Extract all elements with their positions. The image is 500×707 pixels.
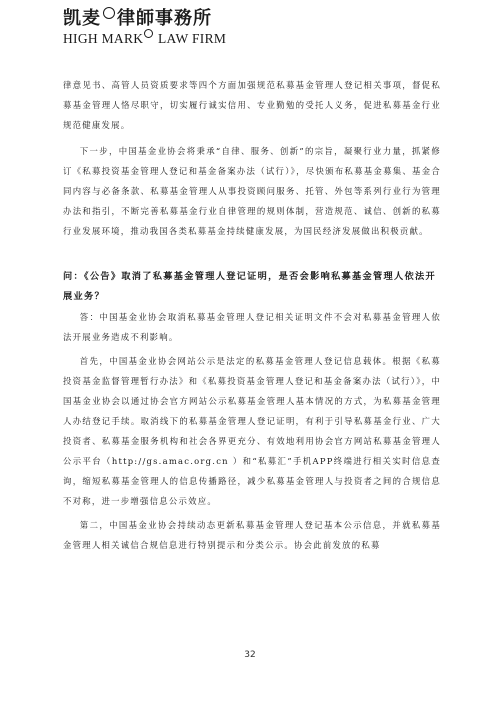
firm-logo-small-icon xyxy=(144,29,153,38)
firm-name-en xyxy=(63,31,226,47)
firm-name-en-left: HIGH MARK xyxy=(63,31,144,46)
firm-name-cn-left: 凯麦 xyxy=(63,8,101,29)
paragraph-continued: 律意见书、高管人员资质要求等四个方面加强规范私募基金管理人登记相关事项，督促私募基金管理人恪尽职守，切实履行诚实信用、专业勤勉的受托人义务，促进私募基金行业规范健康发展。 xyxy=(63,80,441,130)
paragraph-answer: 答：中国基金业协会取消私募基金管理人登记相关证明文件不会对私募基金管理人依法开展业务造成不利影响。 xyxy=(63,312,441,342)
firm-name-cn xyxy=(63,8,226,30)
firm-logo-mark-icon xyxy=(103,7,115,19)
firm-name-cn-right: 律師事務所 xyxy=(117,8,212,29)
paragraph-first-point: 首先，中国基金业协会网站公示是法定的私募基金管理人登记信息载体。根据《私募投资基金监督管理暂行办法》和《私募投资基金管理人登记和基金备案办法（试行）》，中国基金业协会以通过协会官方网站公示私募基金管理人基本情况的方式，为私募基金管理人办结登记手续。取消线下的私募基金管理人登记证明，有利于引导私募基金行业、广大投资者、私募基金服务机构和社会各界更充分、有效地利用协会官方网站私募基金管理人公示平台（http://gs.amac.org.cn ）和“私募汇”手机APP终端进行相关实时信息查询，缩短私募基金管理人的信息传播路径，减少私募基金管理人与投资者之间的合规信息不对称，进一步增强信息公示效应。 xyxy=(63,356,441,506)
question-heading: 问：《公告》取消了私募基金管理人登记证明，是否会影响私募基金管理人依法开展业务？ xyxy=(63,271,436,302)
firm-name-en-right: LAW FIRM xyxy=(154,31,227,46)
document-body xyxy=(63,75,441,555)
paragraph-next-steps: 下一步，中国基金业协会将秉承“自律、服务、创新”的宗旨，凝聚行业力量，抓紧修订《私募投资基金管理人登记和基金备案办法（试行）》，尽快颁布私募基金募集、基金合同内容与必备条款、私募基金管理人从事投资顾问服务、托管、外包等系列行业行为管理办法和指引，不断完善私募基金行业自律管理的规则体制，营造规范、诚信、创新的私募行业发展环境，推动我国各类私募基金持续健康发展，为国民经济发展做出积极贡献。 xyxy=(63,146,441,236)
paragraph-second-point: 第二，中国基金业协会持续动态更新私募基金管理人登记基本公示信息，并就私募基金管理人相关诚信合规信息进行特别提示和分类公示。协会此前发放的私募 xyxy=(63,520,441,550)
page-number: 32 xyxy=(244,650,256,660)
letterhead xyxy=(63,8,226,47)
